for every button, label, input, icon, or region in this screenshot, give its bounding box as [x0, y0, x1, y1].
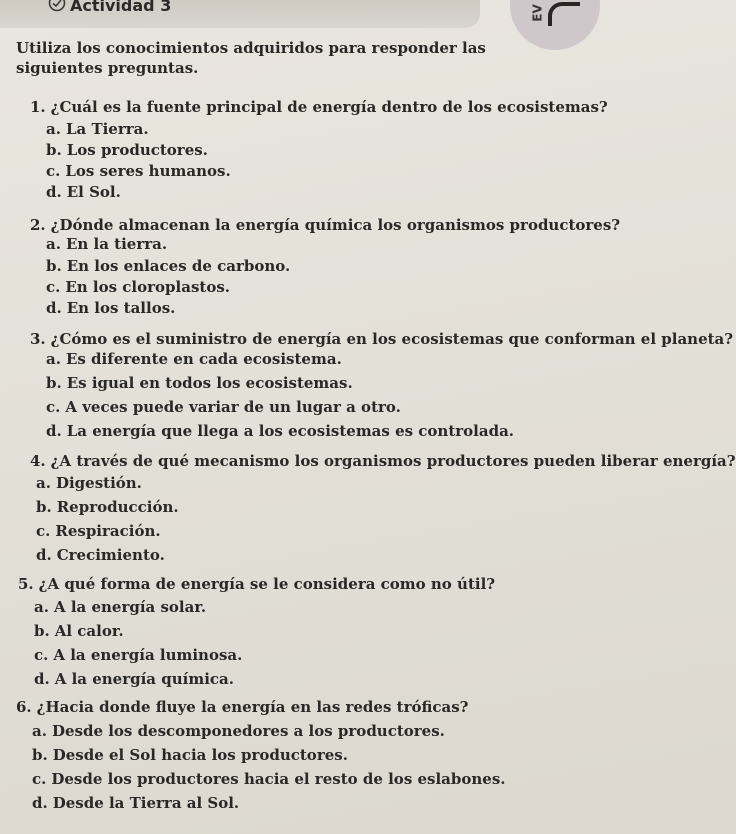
instructions: Utiliza los conocimientos adquiridos para responder las siguientes preguntas.: [16, 39, 486, 77]
question-text: ¿Hacia donde fluye la energía en las redes tróficas?: [36, 698, 469, 716]
option-5c: c. A la energía luminosa.: [34, 646, 243, 664]
question-6: [16, 698, 468, 716]
option-1b: b. Los productores.: [46, 141, 208, 159]
option-4c: c. Respiración.: [36, 522, 161, 540]
question-text: ¿Cómo es el suministro de energía en los ecosistemas que conforman el planeta?: [50, 330, 734, 348]
option-1d: d. El Sol.: [46, 183, 121, 201]
question-number: 1.: [30, 98, 46, 116]
option-1c: c. Los seres humanos.: [46, 162, 231, 180]
option-2c: c. En los cloroplastos.: [46, 278, 230, 296]
question-number: 5.: [18, 575, 34, 593]
option-2b: b. En los enlaces de carbono.: [46, 257, 291, 275]
option-6d: d. Desde la Tierra al Sol.: [32, 794, 240, 812]
question-1: [30, 98, 608, 116]
question-text: ¿A través de qué mecanismo los organismos productores pueden liberar energía?: [50, 452, 736, 470]
option-6a: a. Desde los descomponedores a los productores.: [32, 722, 445, 740]
badge-mark-icon: [548, 2, 580, 26]
question-5: [18, 575, 495, 593]
question-4: [30, 452, 736, 470]
option-5a: a. A la energía solar.: [34, 598, 207, 616]
option-5d: d. A la energía química.: [34, 670, 234, 688]
badge-text: EV: [530, 4, 545, 22]
question-number: 3.: [30, 330, 46, 348]
option-3d: d. La energía que llega a los ecosistemas es controlada.: [46, 422, 515, 440]
option-6b: b. Desde el Sol hacia los productores.: [32, 746, 348, 764]
question-text: ¿A qué forma de energía se le considera como no útil?: [38, 575, 496, 593]
question-text: ¿Cuál es la fuente principal de energía dentro de los ecosistemas?: [50, 98, 608, 116]
option-3a: a. Es diferente en cada ecosistema.: [46, 350, 342, 368]
question-text: ¿Dónde almacenan la energía química los organismos productores?: [50, 216, 621, 234]
option-4b: b. Reproducción.: [36, 498, 179, 516]
option-4a: a. Digestión.: [36, 474, 142, 492]
question-number: 4.: [30, 452, 46, 470]
option-1a: a. La Tierra.: [46, 120, 149, 138]
option-6c: c. Desde los productores hacia el resto de los eslabones.: [32, 770, 506, 788]
activity-title: Actividad 3: [70, 0, 172, 15]
check-circle-icon: [48, 0, 66, 12]
option-2a: a. En la tierra.: [46, 235, 168, 253]
question-number: 6.: [16, 698, 32, 716]
option-3b: b. Es igual en todos los ecosistemas.: [46, 374, 353, 392]
option-5b: b. Al calor.: [34, 622, 124, 640]
question-number: 2.: [30, 216, 46, 234]
option-2d: d. En los tallos.: [46, 299, 176, 317]
option-3c: c. A veces puede variar de un lugar a otro.: [46, 398, 401, 416]
option-4d: d. Crecimiento.: [36, 546, 165, 564]
question-3: [30, 330, 733, 348]
question-2: [30, 216, 620, 234]
